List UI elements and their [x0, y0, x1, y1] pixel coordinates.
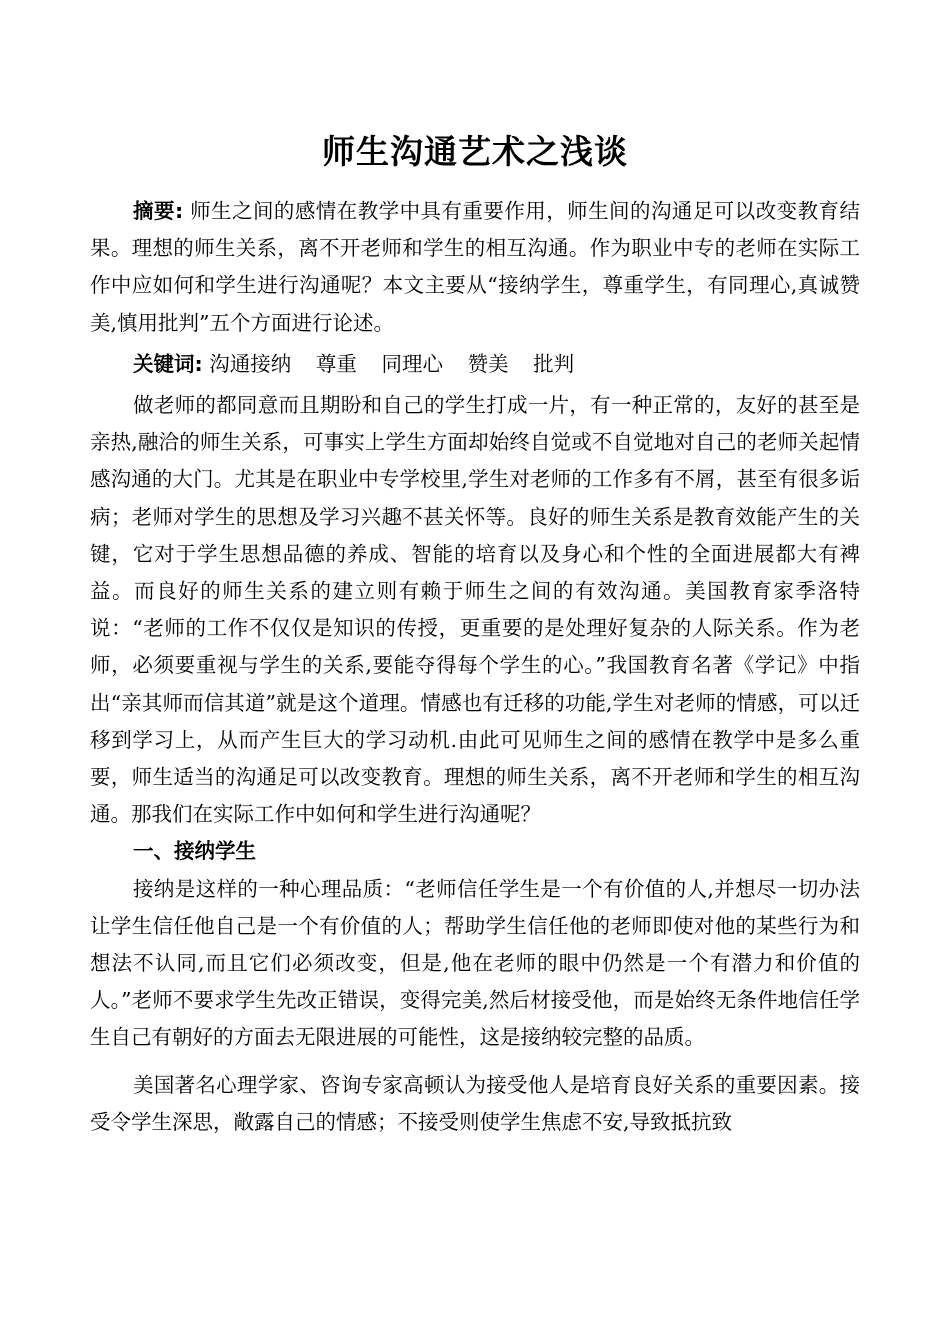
section1-paragraph-1: 接纳是这样的一种心理品质：“老师信任学生是一个有价值的人,并想尽一切办法让学生信任他自己是一个有价值的人；帮助学生信任他的老师即使对他的某些行为和想法不认同,而且它们必须改变，但是,他在老师的眼中仍然是一个有潜力和价值的人。”老师不要求学生先改正错误，变得完美,然后材接受他，而是始终无条件地信任学生自己有朝好的方面去无限进展的可能性，这是接纳较完整的品质。: [90, 876, 860, 1050]
keywords-paragraph: [90, 346, 860, 383]
keyword-item: 沟通接纳: [209, 351, 292, 376]
keyword-item: 赞美: [467, 351, 509, 376]
keywords-label: 关键词:: [133, 351, 203, 376]
document-body: [90, 193, 860, 1141]
page-title: 师生沟通艺术之浅谈: [322, 132, 628, 171]
abstract-paragraph: [90, 193, 860, 342]
intro-paragraph: 做老师的都同意而且期盼和自己的学生打成一片，有一种正常的，友好的甚至是亲热,融洽的师生关系，可事实上学生方面却始终自觉或不自觉地对自己的老师关起情感沟通的大门。尤其是在职业中专学校里,学生对老师的工作多有不屑，甚至有很多诟病；老师对学生的思想及学习兴趣不甚关怀等。良好的师生关系是教育效能产生的关键，它对于学生思想品德的养成、智能的培育以及身心和个性的全面进展都大有裨益。而良好的师生关系的建立则有赖于师生之间的有效沟通。美国教育家季洛特说：“老师的工作不仅仅是知识的传授，更重要的是处理好复杂的人际关系。作为老师，必须要重视与学生的关系,要能夺得每个学生的心。”我国教育名著《学记》中指出“亲其师而信其道”就是这个道理。情感也有迁移的功能,学生对老师的情感，可以迁移到学习上，从而产生巨大的学习动机.由此可见师生之间的感情在教学中是多么重要，师生适当的沟通足可以改变教育。理想的师生关系，离不开老师和学生的相互沟通。那我们在实际工作中如何和学生进行沟通呢？: [90, 393, 860, 827]
abstract-label: 摘要:: [133, 199, 184, 223]
keyword-item: 尊重: [315, 351, 357, 376]
section1-paragraph-2: 美国著名心理学家、咨询专家高顿认为接受他人是培育良好关系的重要因素。接受令学生深思，敞露自己的情感；不接受则使学生焦虑不安,导致抵抗致: [90, 1072, 860, 1134]
abstract-text: 师生之间的感情在教学中具有重要作用，师生间的沟通足可以改变教育结果。理想的师生关系，离不开老师和学生的相互沟通。作为职业中专的老师在实际工作中应如何和学生进行沟通呢？本文主要从“接纳学生，尊重学生，有同理心,真诚赞美,慎用批判”五个方面进行论述。: [90, 199, 860, 335]
keyword-item: 同理心: [381, 351, 443, 376]
keyword-item: 批判: [533, 351, 575, 376]
section-heading: 一、接纳学生: [133, 839, 257, 864]
